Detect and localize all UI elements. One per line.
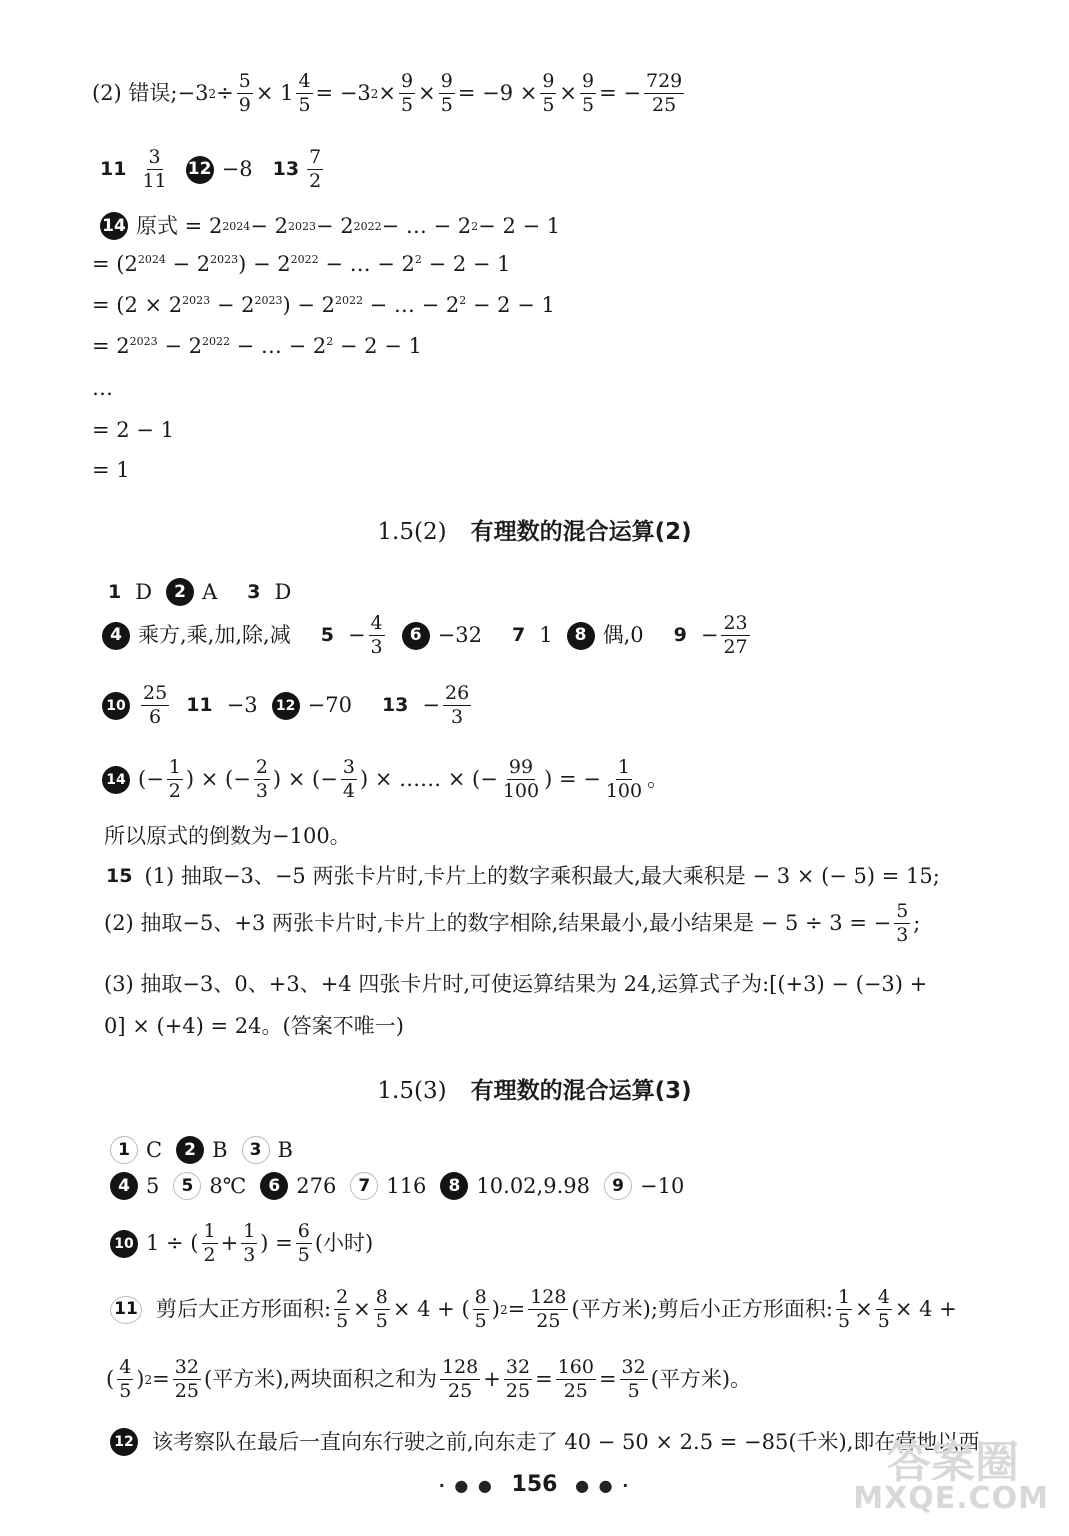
s3-row-2: 4 5 5 8℃ 6 276 7 116 8 10.02,9.98 9 −10 — [110, 1172, 684, 1200]
section-title-1-5-3: 1.5(3) 有理数的混合运算(3) — [377, 1078, 692, 1104]
fraction: $\frac{729}{25}$ — [646, 70, 683, 116]
fraction: $\frac{1}{2}$ — [168, 756, 181, 802]
question-badge: 12 — [186, 156, 214, 184]
fraction: $\frac{128}{25}$ — [442, 1356, 479, 1402]
answer-14-line-7: = 1 — [92, 458, 130, 482]
fraction: $\frac{4}{5}$ — [877, 1286, 890, 1332]
fraction: $\frac{6}{5}$ — [297, 1220, 310, 1266]
question-badge: 11 — [110, 1296, 142, 1324]
fraction: $\frac{9}{5}$ — [440, 70, 453, 116]
page-number: · ● ● 156 ● ● · — [438, 1472, 631, 1497]
question-badge: 12 — [110, 1428, 138, 1456]
s2-row-1: 1 D 2 A 3 D — [108, 578, 291, 606]
fraction: $\frac{4}{5}$ — [298, 70, 311, 116]
question-badge: 1 — [110, 1136, 138, 1164]
question-badge: 2 — [166, 578, 194, 606]
fraction: $\frac{32}{25}$ — [505, 1356, 531, 1402]
fraction: $\frac{1}{2}$ — [203, 1220, 216, 1266]
s3-answer-12: 12 该考察队在最后一直向东行驶之前,向东走了 40 − 50 × 2.5 = −85(千米),即在营地以西 — [110, 1428, 979, 1456]
question-badge: 12 — [272, 692, 300, 720]
fraction: $\frac{3}{4}$ — [342, 756, 355, 802]
fraction: $\frac{1}{3}$ — [243, 1220, 256, 1266]
question-badge: 14 — [102, 766, 130, 794]
s2-answer-15-1: 15 (1) 抽取−3、−5 两张卡片时,卡片上的数字乘积最大,最大乘积是 − 3 × (− 5) = 15; — [106, 864, 940, 888]
s2-row-2: 4 乘方,乘,加,除,减 5 − $\frac{4}{3}$ 6 −32 7 1 8 偶,0 9 − $\frac{23}{27}$ — [102, 614, 753, 657]
s2-answer-15-3: (3) 抽取−3、0、+3、+4 四张卡片时,可使运算结果为 24,运算式子为:[(+3) − (−3) + — [104, 972, 928, 996]
fraction: $\frac{3}{11}$ — [142, 146, 167, 192]
question-number: 13 — [272, 158, 300, 180]
fraction: $\frac{23}{27}$ — [723, 612, 748, 658]
s2-answer-15-2: (2) 抽取−5、+3 两张卡片时,卡片上的数字相除,结果最小,最小结果是 − 5 ÷ 3 = − $\frac{5}{3}$ ; — [104, 900, 921, 946]
question-badge: 6 — [402, 622, 430, 650]
fraction: $\frac{9}{5}$ — [542, 70, 555, 116]
answer-line-2: (2) 错误;−3 2 ÷ $\frac{5}{9}$ × 1 $\frac{4}{5}$ = −3 2 × $\frac{9}{5}$ × $\frac{9}{5}$ = −9 × $\frac{9}{5}$ × $\frac{9}{5}$ = − $\frac{729}{25}$ — [92, 70, 683, 116]
fraction: $\frac{2}{3}$ — [255, 756, 268, 802]
question-badge: 8 — [567, 622, 595, 650]
question-badge: 14 — [100, 212, 128, 240]
fraction: $\frac{8}{5}$ — [474, 1286, 487, 1332]
answer-14-line-3: = $(2 \times 2^{2023} - 2^{2023}) - 2^{2022}$ − … − $2^2 - 2 - 1$ — [92, 293, 555, 317]
question-badge: 3 — [242, 1136, 270, 1164]
fraction: $\frac{5}{3}$ — [896, 900, 909, 946]
fraction: $\frac{8}{5}$ — [375, 1286, 388, 1332]
question-badge: 8 — [440, 1172, 468, 1200]
fraction: $\frac{99}{100}$ — [502, 756, 540, 802]
answer-14-line-2: = $(2^{2024} - 2^{2023}) - 2^{2022}$ − … − $2^2 - 2 - 1$ — [92, 252, 511, 276]
fraction: $\frac{9}{5}$ — [401, 70, 414, 116]
fraction: $\frac{128}{25}$ — [530, 1286, 567, 1332]
question-badge: 9 — [604, 1172, 632, 1200]
s2-answer-14: 14 (− $\frac{1}{2}$ ) × (− $\frac{2}{3}$ ) × (− $\frac{3}{4}$ ) × …… × (− $\frac{99}{100}$ ) = − $\frac{1}{100}$ 。 — [102, 758, 668, 801]
question-badge: 6 — [260, 1172, 288, 1200]
s2-answer-14-line-2: 所以原式的倒数为−100。 — [104, 824, 351, 848]
fraction: $\frac{9}{5}$ — [582, 70, 595, 116]
answers-11-13: 11 $\frac{3}{11}$ 12 −8 13 $\frac{7}{2}$ — [100, 146, 322, 192]
fraction: $\frac{160}{25}$ — [557, 1356, 594, 1402]
watermark: 答案圈 MXQE.COM — [853, 1437, 1049, 1516]
fraction: $\frac{25}{6}$ — [143, 682, 168, 728]
answer-14-line-5: … — [92, 376, 113, 400]
fraction: $\frac{2}{5}$ — [336, 1286, 349, 1332]
question-badge: 10 — [110, 1230, 138, 1258]
s3-answer-11-line-2: ( $\frac{4}{5}$ ) 2 = $\frac{32}{25}$ (平方米),两块面积之和为 $\frac{128}{25}$ + $\frac{32}{25}$ = $\frac{160}{25}$ = $\frac{32}{5}$ (平方米)。 — [106, 1356, 752, 1402]
answer-14-line-6: = 2 − 1 — [92, 418, 174, 442]
fraction: $\frac{32}{5}$ — [621, 1356, 646, 1402]
question-badge: 4 — [110, 1172, 138, 1200]
fraction: $\frac{32}{25}$ — [174, 1356, 199, 1402]
question-badge: 7 — [350, 1172, 378, 1200]
answer-14-line-1: 14 原式 = 2 2024 − 2 2023 − 2 2022 − … − 2 2 − 2 − 1 — [100, 212, 560, 240]
s3-row-1: 1 C 2 B 3 B — [110, 1136, 293, 1164]
fraction: $\frac{5}{9}$ — [238, 70, 251, 116]
fraction: $\frac{4}{5}$ — [119, 1356, 132, 1402]
question-badge: 2 — [176, 1136, 204, 1164]
s3-answer-11-line-1: 11 剪后大正方形面积: $\frac{2}{5}$ × $\frac{8}{5}$ × 4 + ( $\frac{8}{5}$ ) 2 = $\frac{128}{25}$ (平方米);剪后小正方形面积: $\frac{1}{5}$ × $\frac{4}{5}$ × 4 + — [110, 1288, 957, 1331]
s3-answer-10: 10 1 ÷ ( $\frac{1}{2}$ + $\frac{1}{3}$ ) = $\frac{6}{5}$ (小时) — [110, 1222, 373, 1265]
fraction: $\frac{1}{5}$ — [838, 1286, 851, 1332]
fraction: $\frac{7}{2}$ — [309, 146, 322, 192]
question-number: 11 — [100, 158, 127, 180]
s2-row-3: 10 $\frac{25}{6}$ 11 −3 12 −70 13 − $\frac{26}{3}$ — [102, 684, 474, 727]
question-badge: 4 — [102, 622, 130, 650]
question-badge: 10 — [102, 692, 130, 720]
question-badge: 5 — [173, 1172, 201, 1200]
fraction: $\frac{4}{3}$ — [370, 612, 383, 658]
section-title-1-5-2: 1.5(2) 有理数的混合运算(2) — [377, 519, 692, 545]
s2-answer-15-3b: 0] × (+4) = 24。(答案不唯一) — [104, 1014, 404, 1038]
answer-14-line-4: = $2^{2023} - 2^{2022}$ − … − $2^2 - 2 - 1$ — [92, 334, 422, 358]
fraction: $\frac{26}{3}$ — [445, 682, 470, 728]
fraction: $\frac{1}{100}$ — [605, 756, 643, 802]
